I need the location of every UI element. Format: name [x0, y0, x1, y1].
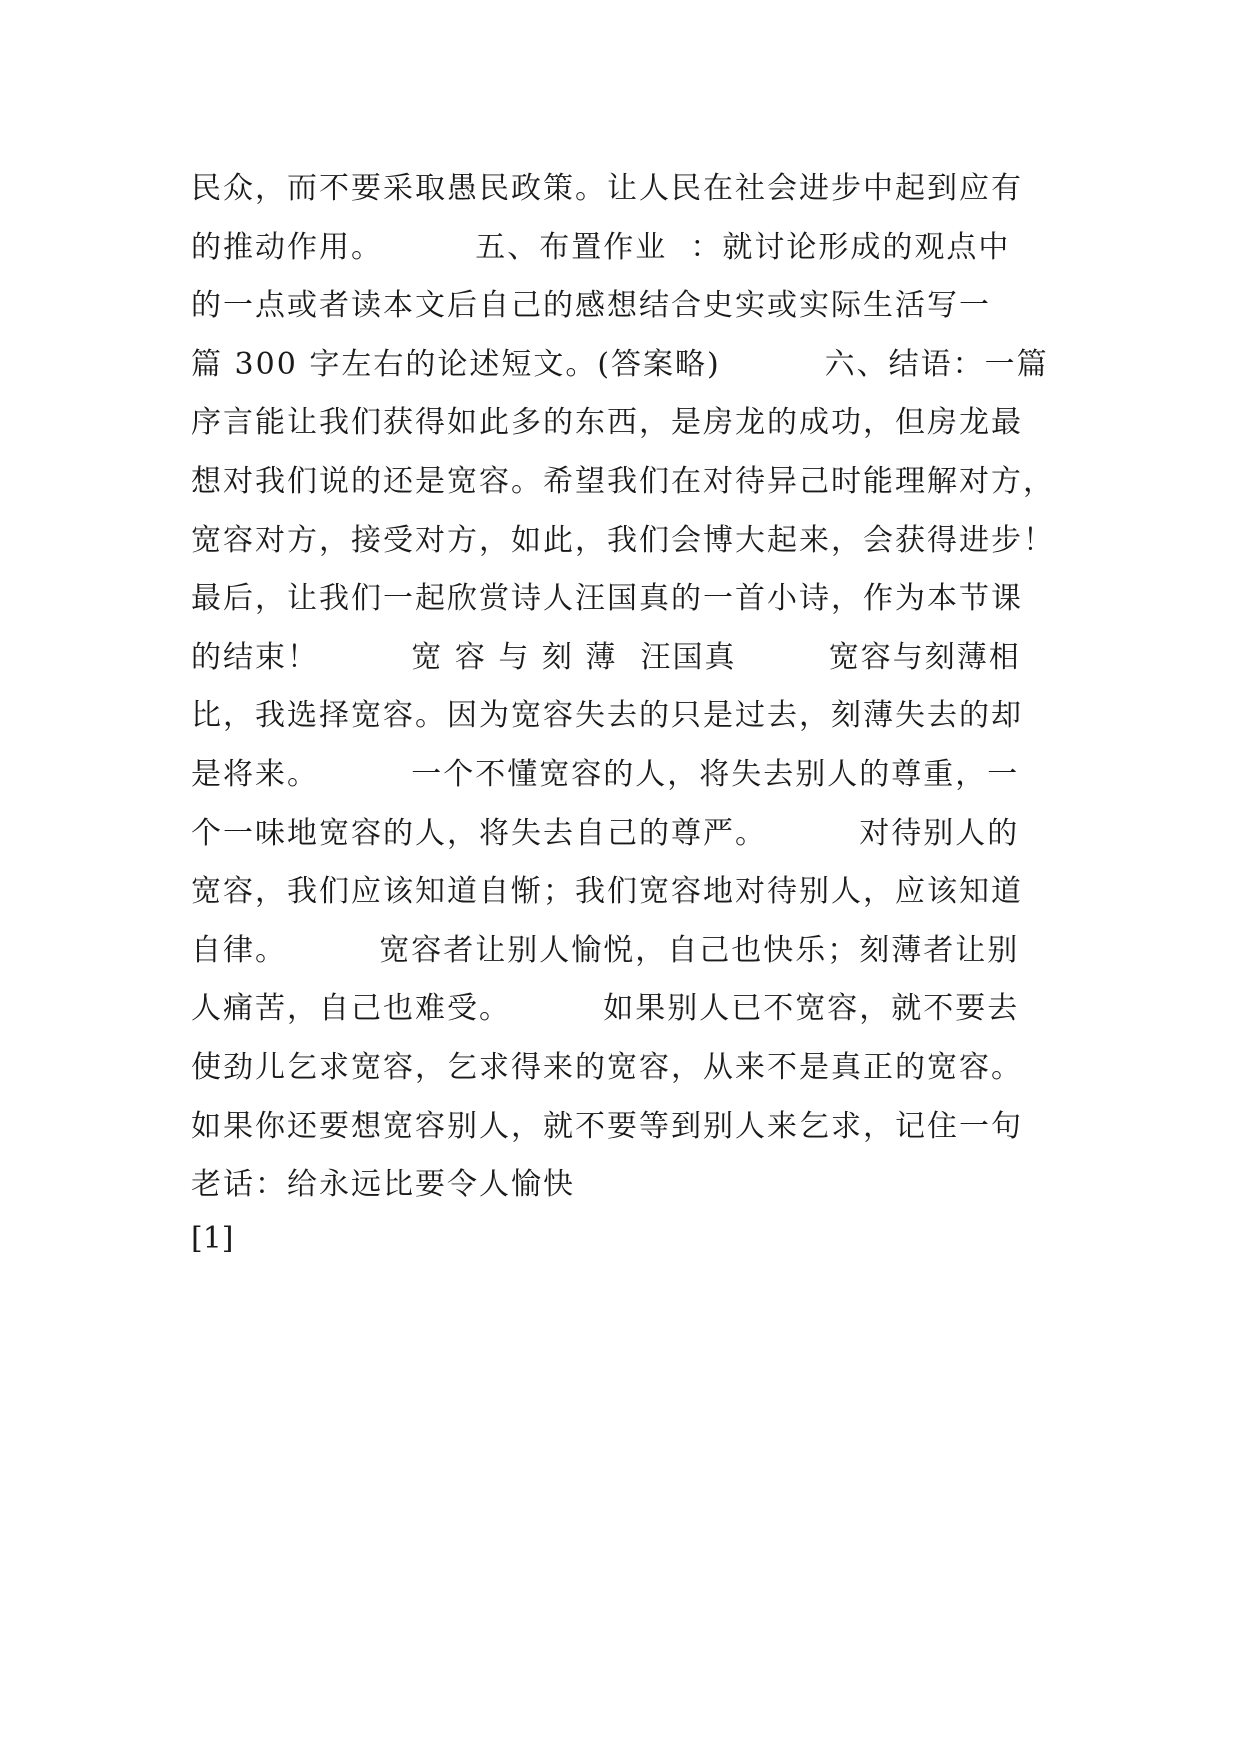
body-text — [191, 160, 1091, 1215]
text-line: 个一味地宽容的人，将失去自己的尊严。 对待别人的 — [191, 815, 1020, 851]
text-line: 宽容，我们应该知道自惭；我们宽容地对待别人，应该知道 — [191, 874, 1023, 910]
text-line: 民众，而不要采取愚民政策。让人民在社会进步中起到应有 — [191, 171, 1023, 206]
text-line: 想对我们说的还是宽容。希望我们在对待异己时能理解对方， — [191, 463, 1055, 499]
text-line: 的结束！ 宽 容 与 刻 薄 汪国真 宽容与刻薄相 — [191, 639, 1021, 675]
footnote-marker: [1] — [191, 1221, 234, 1256]
text-line: 如果你还要想宽容别人，就不要等到别人来乞求，记住一句 — [191, 1108, 1023, 1144]
text-line: 自律。 宽容者让别人愉悦，自己也快乐；刻薄者让别 — [191, 932, 1020, 968]
text-line: 宽容对方，接受对方，如此，我们会博大起来，会获得进步！ — [191, 522, 1055, 558]
text-line: 的一点或者读本文后自己的感想结合史实或实际生活写一 — [191, 288, 991, 324]
text-line: 人痛苦，自己也难受。 如果别人已不宽容，就不要去 — [191, 991, 1020, 1027]
text-line: 篇 300 字左右的论述短文。(答案略) 六、结语：一篇 — [191, 346, 1049, 382]
text-line: 是将来。 一个不懂宽容的人，将失去别人的尊重，一 — [191, 756, 1020, 792]
text-line: 老话：给永远比要令人愉快 — [191, 1167, 575, 1203]
text-line: 使劲儿乞求宽容，乞求得来的宽容，从来不是真正的宽容。 — [191, 1049, 1023, 1085]
text-line: 比，我选择宽容。因为宽容失去的只是过去，刻薄失去的却 — [191, 698, 1023, 734]
text-line: 序言能让我们获得如此多的东西，是房龙的成功，但房龙最 — [191, 405, 1023, 441]
text-line: 最后，让我们一起欣赏诗人汪国真的一首小诗，作为本节课 — [191, 581, 1023, 617]
text-line: 的推动作用。 五、布置作业 ：就讨论形成的观点中 — [191, 229, 1011, 265]
